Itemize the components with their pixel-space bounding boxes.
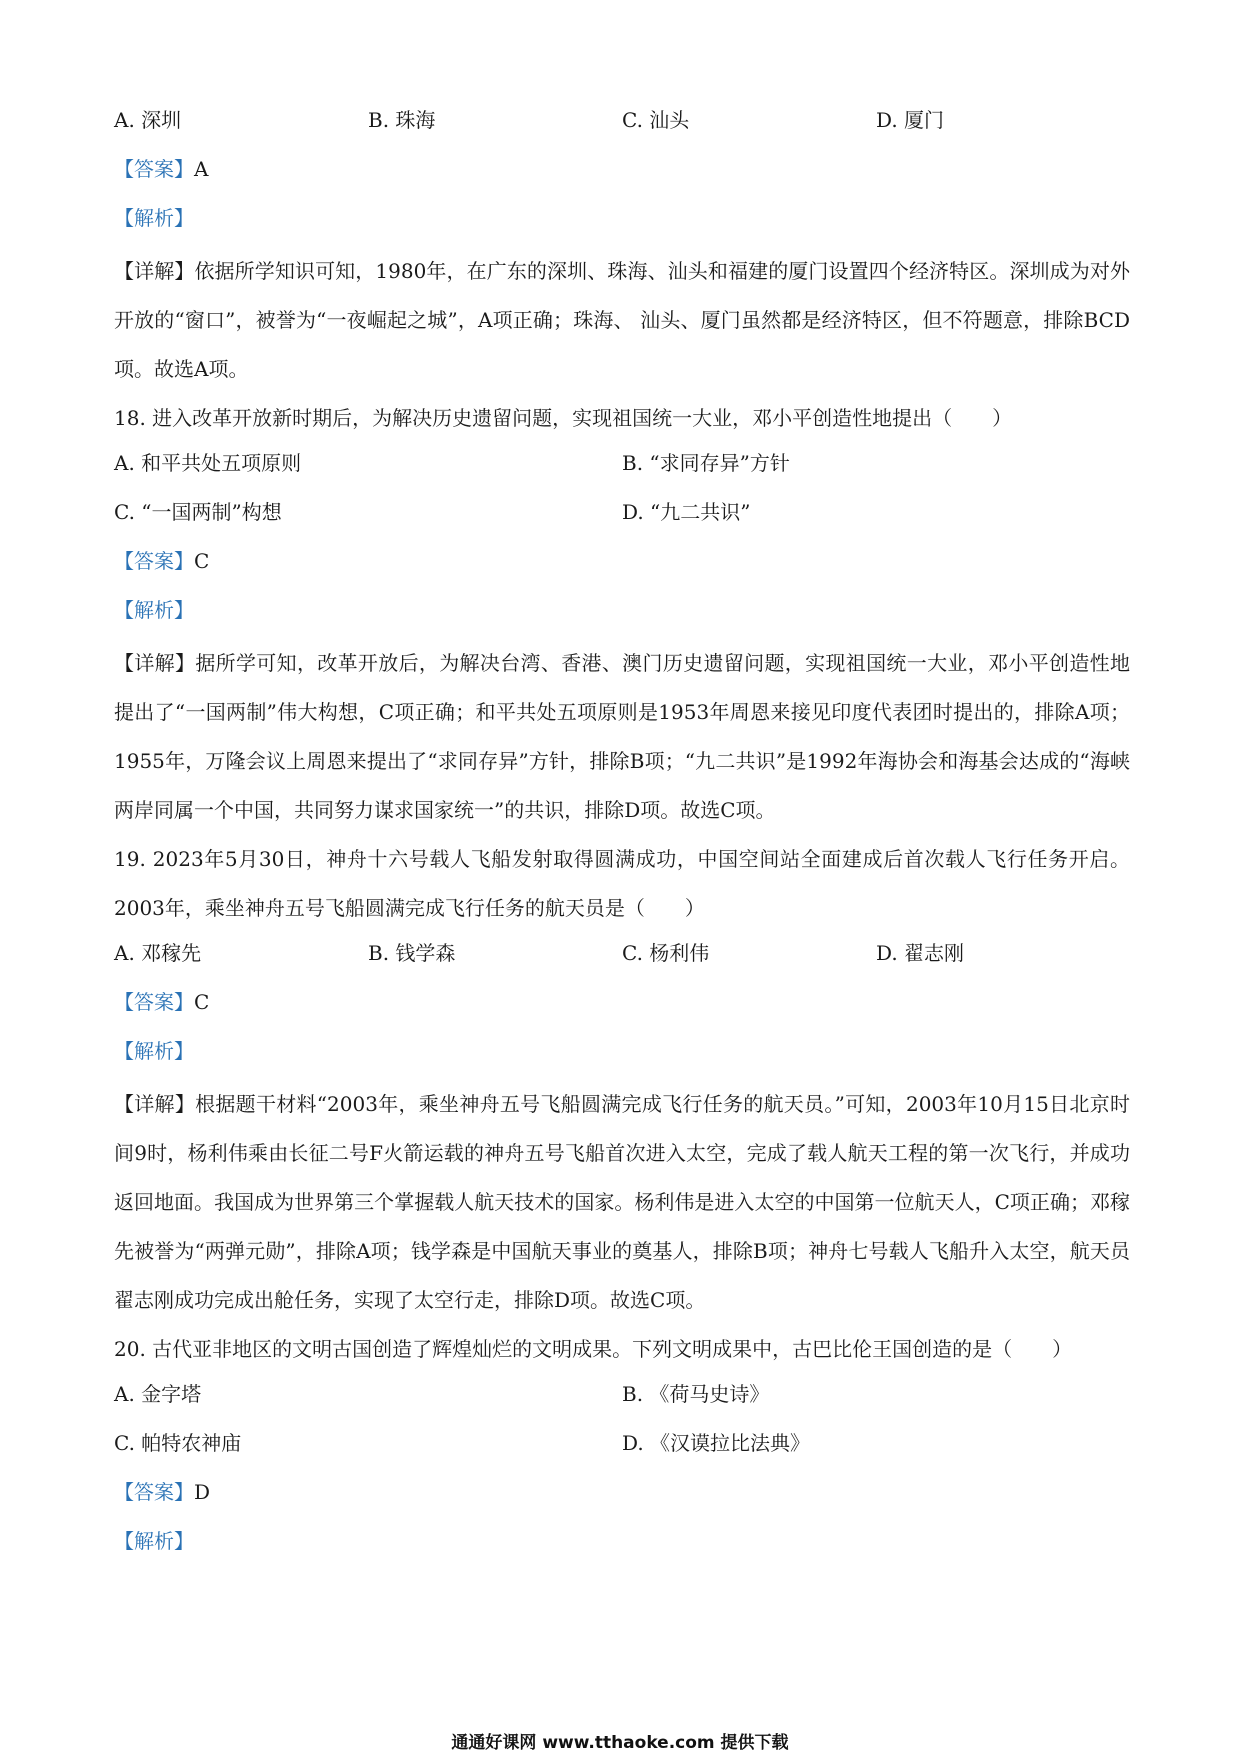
page-footer: 通通好课网 www.tthaoke.com 提供下载	[451, 1733, 789, 1753]
q17-options	[114, 100, 1130, 149]
q17-option-b: B. 珠海	[368, 108, 436, 132]
detail-text: 根据题干材料“2003年，乘坐神舟五号飞船圆满完成飞行任务的航天员。”可知，2003年10月15日北京时间9时，杨利伟乘由长征二号F火箭运载的神舟五号飞船首次进入太空，完成了载人航天工程的第一次飞行，并成功返回地面。我国成为世界第三个掌握载人航天技术的国家。杨利伟是进入太空的中国第一位航天人，C项正确；邓稼先被誉为“两弹元勋”，排除A项；钱学森是中国航天事业的奠基人，排除B项；神舟七号载人飞船升入太空，航天员翟志刚成功完成出舱任务，实现了太空行走，排除D项。故选C项。	[114, 1092, 1130, 1312]
answer-value: D	[194, 1480, 211, 1504]
detail-text: 据所学可知，改革开放后，为解决台湾、香港、澳门历史遗留问题，实现祖国统一大业，邓小平创造性地提出了“一国两制”伟大构想，C项正确；和平共处五项原则是1953年周恩来接见印度代表团时提出的，排除A项；1955年，万隆会议上周恩来提出了“求同存异”方针，排除B项；“九二共识”是1992年海协会和海基会达成的“海峡两岸同属一个中国，共同努力谋求国家统一”的共识，排除D项。故选C项。	[114, 651, 1131, 822]
q18-answer	[114, 541, 1130, 590]
q18-options-row1	[114, 443, 1130, 492]
q20-options-row2	[114, 1423, 1130, 1472]
analysis-tag: 【解析】	[114, 206, 194, 230]
q18-stem: 18. 进入改革开放新时期后，为解决历史遗留问题，实现祖国统一大业，邓小平创造性地提出（ ）	[114, 406, 1013, 430]
q18-option-c: C. “一国两制”构想	[114, 500, 282, 524]
analysis-tag: 【解析】	[114, 598, 194, 622]
answer-value: C	[194, 549, 210, 573]
q17-answer	[114, 149, 1130, 198]
q20-option-b: B. 《荷马史诗》	[622, 1382, 770, 1406]
q19-detail	[114, 1080, 1130, 1325]
answer-tag: 【答案】	[114, 549, 194, 573]
answer-value: C	[194, 990, 210, 1014]
answer-tag: 【答案】	[114, 990, 194, 1014]
q19-stem: 19. 2023年5月30日，神舟十六号载人飞船发射取得圆满成功，中国空间站全面建成后首次载人飞行任务开启。2003年，乘坐神舟五号飞船圆满完成飞行任务的航天员是（ ）	[114, 847, 1130, 920]
answer-tag: 【答案】	[114, 1480, 194, 1504]
q17-option-a: A. 深圳	[114, 108, 182, 132]
q17-analysis	[114, 198, 1130, 247]
q17-option-c: C. 汕头	[622, 108, 690, 132]
q17-option-d: D. 厦门	[876, 108, 945, 132]
q18-option-d: D. “九二共识”	[622, 500, 751, 524]
q20-option-a: A. 金字塔	[114, 1382, 202, 1406]
q19-option-c: C. 杨利伟	[622, 941, 710, 965]
q20-option-c: C. 帕特农神庙	[114, 1431, 242, 1455]
analysis-tag: 【解析】	[114, 1039, 194, 1063]
q19-option-a: A. 邓稼先	[114, 941, 202, 965]
q19-option-b: B. 钱学森	[368, 941, 456, 965]
detail-tag: 【详解】	[114, 259, 195, 283]
q18-option-b: B. “求同存异”方针	[622, 451, 790, 475]
q20-analysis	[114, 1521, 1130, 1570]
q19-options	[114, 933, 1130, 982]
q20-stem: 20. 古代亚非地区的文明古国创造了辉煌灿烂的文明成果。下列文明成果中，古巴比伦王国创造的是（ ）	[114, 1337, 1073, 1361]
answer-value: A	[194, 157, 209, 181]
q19-analysis	[114, 1031, 1130, 1080]
q19-answer	[114, 982, 1130, 1031]
q18-option-a: A. 和平共处五项原则	[114, 451, 302, 475]
detail-text: 依据所学知识可知，1980年，在广东的深圳、珠海、汕头和福建的厦门设置四个经济特区。深圳成为对外开放的“窗口”，被誉为“一夜崛起之城”，A项正确；珠海、 汕头、厦门虽然都是经济特区，但不符题意，排除BCD项。故选A项。	[114, 259, 1131, 381]
q20-options-row1	[114, 1374, 1130, 1423]
document-page	[114, 100, 1130, 1570]
q20-option-d: D. 《汉谟拉比法典》	[622, 1431, 811, 1455]
detail-tag: 【详解】	[114, 651, 196, 675]
q20-answer	[114, 1472, 1130, 1521]
q18-options-row2	[114, 492, 1130, 541]
analysis-tag: 【解析】	[114, 1529, 194, 1553]
q19-option-d: D. 翟志刚	[876, 941, 965, 965]
q18-detail	[114, 639, 1130, 835]
detail-tag: 【详解】	[114, 1092, 196, 1116]
answer-tag: 【答案】	[114, 157, 194, 181]
q17-detail	[114, 247, 1130, 394]
q18-analysis	[114, 590, 1130, 639]
